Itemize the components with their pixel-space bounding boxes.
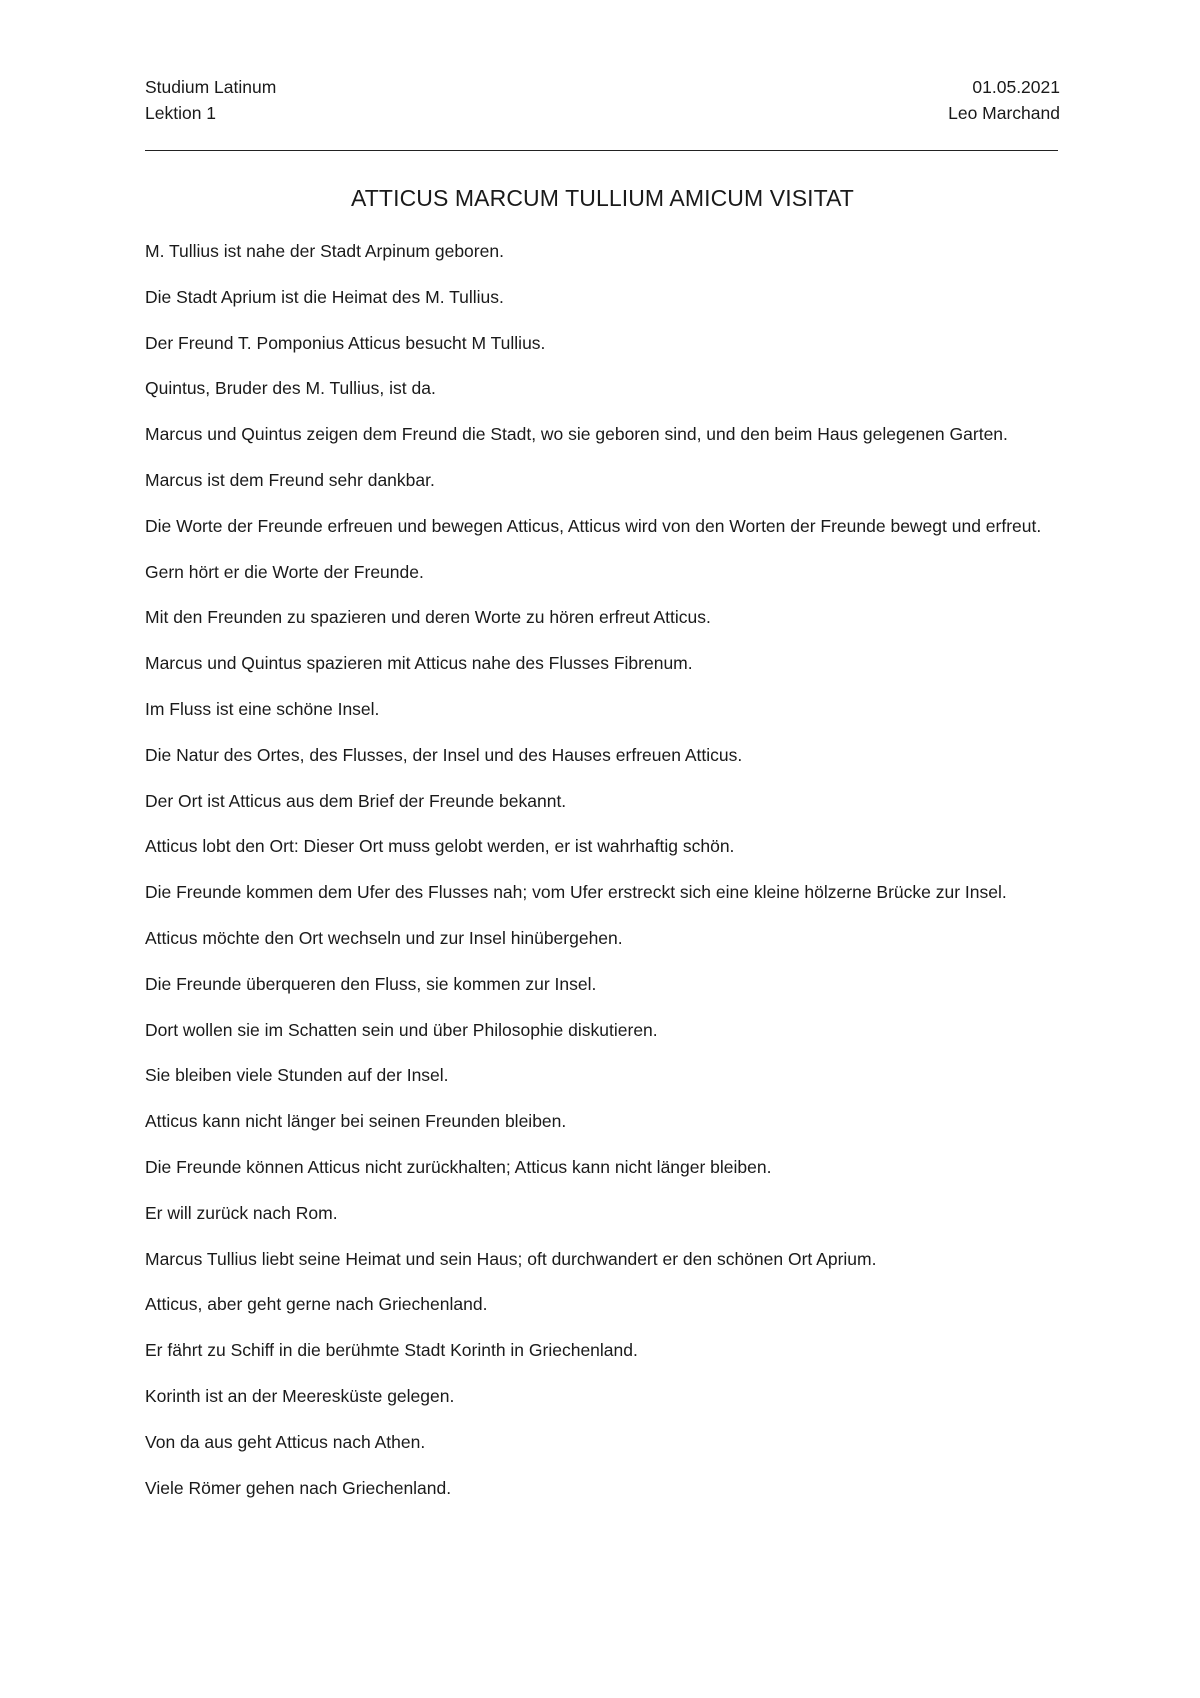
paragraph: Im Fluss ist eine schöne Insel. [145,698,380,719]
header-right-block [948,74,1060,126]
paragraph: Marcus ist dem Freund sehr dankbar. [145,469,435,490]
paragraph: Von da aus geht Atticus nach Athen. [145,1431,426,1452]
paragraph: Die Freunde können Atticus nicht zurückhalten; Atticus kann nicht länger bleiben. [145,1156,772,1177]
paragraph: Die Freunde überqueren den Fluss, sie kommen zur Insel. [145,973,597,994]
paragraph: Marcus Tullius liebt seine Heimat und sein Haus; oft durchwandert er den schönen Ort Aprium. [145,1248,877,1269]
paragraph: M. Tullius ist nahe der Stadt Arpinum geboren. [145,241,504,261]
paragraph: Atticus kann nicht länger bei seinen Freunden bleiben. [145,1111,567,1132]
header-left-block [145,74,276,126]
paragraph: Marcus und Quintus zeigen dem Freund die Stadt, wo sie geboren sind, und den beim Haus gelegenen Garten. [145,424,1008,445]
paragraph: Gern hört er die Worte der Freunde. [145,561,424,582]
author-name: Leo Marchand [948,103,1060,123]
paragraph: Marcus und Quintus spazieren mit Atticus nahe des Flusses Fibrenum. [145,653,693,674]
paragraph: Der Ort ist Atticus aus dem Brief der Freunde bekannt. [145,790,567,811]
paragraph: Der Freund T. Pomponius Atticus besucht M Tullius. [145,332,546,353]
paragraph: Dort wollen sie im Schatten sein und über Philosophie diskutieren. [145,1019,658,1040]
paragraph: Die Natur des Ortes, des Flusses, der Insel und des Hauses erfreuen Atticus. [145,744,743,765]
paragraph: Atticus, aber geht gerne nach Griechenland. [145,1294,488,1315]
header-divider [145,150,1058,151]
paragraph: Die Freunde kommen dem Ufer des Flusses nah; vom Ufer erstreckt sich eine kleine hölzerne Brücke zur Insel. [145,882,1007,903]
document-title: ATTICUS MARCUM TULLIUM AMICUM VISITAT [351,185,854,211]
paragraph: Er fährt zu Schiff in die berühmte Stadt Korinth in Griechenland. [145,1340,638,1361]
paragraph: Korinth ist an der Meeresküste gelegen. [145,1385,455,1406]
document-body [145,236,1060,1518]
paragraph: Mit den Freunden zu spazieren und deren Worte zu hören erfreut Atticus. [145,607,711,628]
paragraph: Die Worte der Freunde erfreuen und bewegen Atticus, Atticus wird von den Worten der Freunde bewegt und erfreut. [145,515,1042,536]
paragraph: Er will zurück nach Rom. [145,1202,338,1223]
document-date: 01.05.2021 [972,77,1060,97]
paragraph: Sie bleiben viele Stunden auf der Insel. [145,1065,449,1086]
paragraph: Atticus möchte den Ort wechseln und zur Insel hinübergehen. [145,927,623,948]
paragraph: Die Stadt Aprium ist die Heimat des M. Tullius. [145,286,504,307]
paragraph: Quintus, Bruder des M. Tullius, ist da. [145,378,436,399]
paragraph: Viele Römer gehen nach Griechenland. [145,1477,452,1498]
course-name: Studium Latinum [145,77,277,97]
paragraph: Atticus lobt den Ort: Dieser Ort muss gelobt werden, er ist wahrhaftig schön. [145,836,735,857]
lesson-label: Lektion 1 [145,103,217,123]
